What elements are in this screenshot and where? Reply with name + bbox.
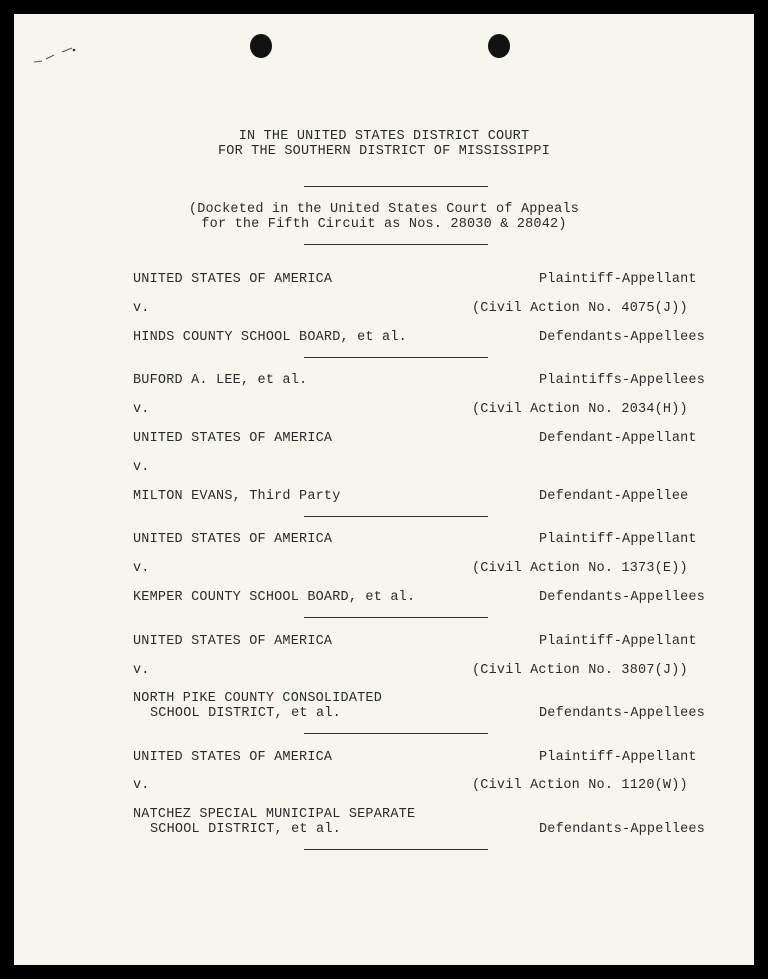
case-party-defendant-line1: NORTH PIKE COUNTY CONSOLIDATED	[133, 691, 383, 706]
case-party-role: Plaintiff-Appellant	[539, 272, 697, 287]
case-party-role: Plaintiff-Appellant	[539, 532, 697, 547]
case-party-plaintiff: UNITED STATES OF AMERICA	[133, 634, 333, 649]
case-party-role: Defendant-Appellee	[539, 489, 689, 504]
case-party-role: Plaintiff-Appellant	[539, 634, 697, 649]
case-party-defendant-line2: SCHOOL DISTRICT, et al.	[150, 706, 341, 721]
divider-rule	[304, 244, 488, 245]
divider-rule	[304, 617, 488, 618]
civil-action-number: (Civil Action No. 4075(J))	[472, 301, 688, 316]
case-party-role: Defendants-Appellees	[539, 330, 706, 345]
versus-label: v.	[133, 402, 150, 417]
civil-action-number: (Civil Action No. 2034(H))	[472, 402, 688, 417]
document-page	[14, 14, 754, 965]
versus-label: v.	[133, 301, 150, 316]
punch-hole-right	[488, 34, 510, 58]
civil-action-number: (Civil Action No. 1120(W))	[472, 778, 688, 793]
case-party-defendant: UNITED STATES OF AMERICA	[133, 431, 333, 446]
divider-rule	[304, 186, 488, 187]
case-party-role: Plaintiffs-Appellees	[539, 373, 706, 388]
case-party-role: Defendants-Appellees	[539, 590, 706, 605]
divider-rule	[304, 849, 488, 850]
docket-line2: for the Fifth Circuit as Nos. 28030 & 28042)	[201, 217, 567, 232]
divider-rule	[304, 733, 488, 734]
civil-action-number: (Civil Action No. 1373(E))	[472, 561, 688, 576]
case-party-third: MILTON EVANS, Third Party	[133, 489, 341, 504]
versus-label: v.	[133, 663, 150, 678]
case-party-role: Plaintiff-Appellant	[539, 750, 697, 765]
versus-label: v.	[133, 778, 150, 793]
case-party-defendant-line2: SCHOOL DISTRICT, et al.	[150, 822, 341, 837]
ink-mark	[32, 46, 78, 68]
case-party-role: Defendants-Appellees	[539, 706, 706, 721]
case-party-plaintiff: UNITED STATES OF AMERICA	[133, 272, 333, 287]
case-party-plaintiff: UNITED STATES OF AMERICA	[133, 750, 333, 765]
court-name-line1: IN THE UNITED STATES DISTRICT COURT	[238, 129, 530, 144]
civil-action-number: (Civil Action No. 3807(J))	[472, 663, 688, 678]
case-party-plaintiff: BUFORD A. LEE, et al.	[133, 373, 308, 388]
versus-label: v.	[133, 460, 150, 475]
case-party-plaintiff: UNITED STATES OF AMERICA	[133, 532, 333, 547]
divider-rule	[304, 357, 488, 358]
versus-label: v.	[133, 561, 150, 576]
case-party-defendant-line1: NATCHEZ SPECIAL MUNICIPAL SEPARATE	[133, 807, 416, 822]
case-party-defendant: HINDS COUNTY SCHOOL BOARD, et al.	[133, 330, 407, 345]
court-name-line2: FOR THE SOUTHERN DISTRICT OF MISSISSIPPI	[217, 144, 551, 159]
case-party-role: Defendant-Appellant	[539, 431, 697, 446]
docket-line1: (Docketed in the United States Court of Appeals	[188, 202, 580, 217]
case-party-role: Defendants-Appellees	[539, 822, 706, 837]
case-party-defendant: KEMPER COUNTY SCHOOL BOARD, et al.	[133, 590, 416, 605]
divider-rule	[304, 516, 488, 517]
punch-hole-left	[250, 34, 272, 58]
